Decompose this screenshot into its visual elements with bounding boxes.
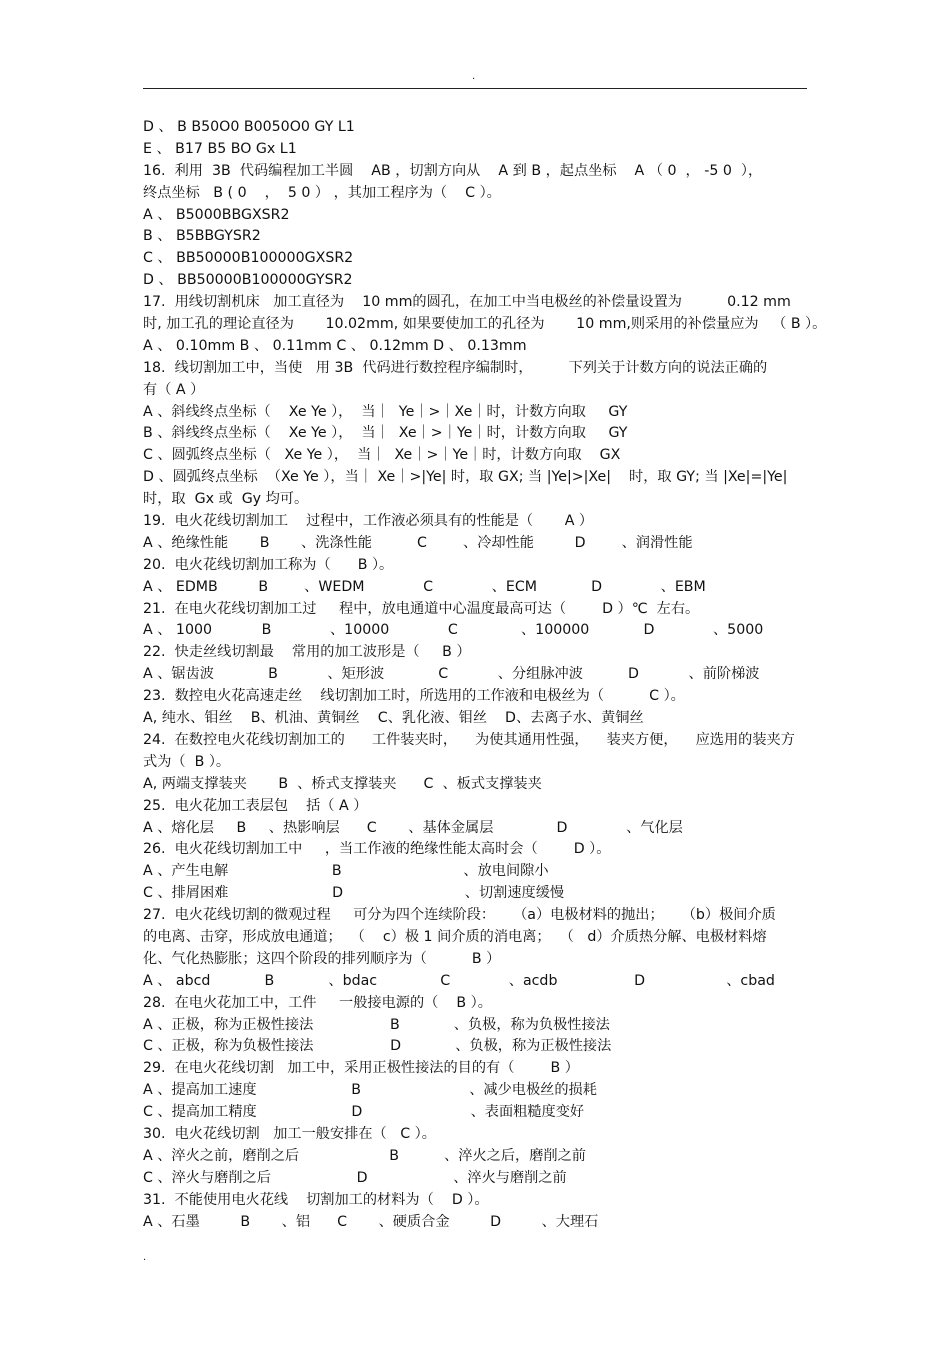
text-line: C 、 BB50000B100000GXSR2 <box>143 250 354 267</box>
text-line: 31. 不能使用电火花线 切割加工的材料为（ D ）。 <box>143 1191 489 1208</box>
text-line: 25. 电火花加工表层包 括（ A ） <box>143 797 368 814</box>
text-line: 24. 在数控电火花线切割加工的 工件装夹时， 为使其通用性强， 装夹方便， 应选用的装夹方 <box>143 731 795 748</box>
text-line: C 、淬火与磨削之后 D 、淬火与磨削之前 <box>143 1169 567 1186</box>
text-line: A 、 1000 B 、10000 C 、100000 D 、5000 <box>143 622 764 639</box>
text-line: 28. 在电火花加工中，工件 一般接电源的（ B ）。 <box>143 994 492 1011</box>
text-line: 20. 电火花线切割加工称为（ B ）。 <box>143 556 394 573</box>
text-line: 式为（ B ）。 <box>143 753 231 770</box>
header-rule <box>143 88 807 89</box>
text-line: C 、排屑困难 D 、切割速度缓慢 <box>143 885 565 902</box>
text-line: A 、正极，称为正极性接法 B 、负极，称为负极性接法 <box>143 1016 610 1033</box>
text-line: A 、提高加工速度 B 、减少电极丝的损耗 <box>143 1082 597 1099</box>
text-line: 30. 电火花线切割 加工一般安排在（ C ）。 <box>143 1125 436 1142</box>
text-line: 21. 在电火花线切割加工过 程中，放电通道中心温度最高可达（ D ）℃ 左右。 <box>143 600 700 617</box>
text-line: C 、提高加工精度 D 、表面粗糙度变好 <box>143 1104 585 1121</box>
text-line: D 、 BB50000B100000GYSR2 <box>143 272 353 289</box>
text-line: 16. 利用 3B 代码编程加工半圆 AB ，切割方向从 A 到 B ，起点坐标 A （ 0 ， -5 0 ）， <box>143 162 763 179</box>
document-body <box>143 117 827 1233</box>
text-line: E 、 B17 B5 BO Gx L1 <box>143 140 297 157</box>
text-line: A 、 0.10mm B 、 0.11mm C 、 0.12mm D 、 0.13mm <box>143 337 527 354</box>
text-line: 27. 电火花线切割的微观过程 可分为四个连续阶段： （a）电极材料的抛出； （b）极间介质 <box>143 907 776 924</box>
text-line: A 、斜线终点坐标（ Xe Ye ）， 当｜ Ye｜>｜Xe｜时，计数方向取 GY <box>143 403 628 420</box>
text-line: A 、石墨 B 、铝 C 、硬质合金 D 、大理石 <box>143 1213 599 1230</box>
text-line: D 、圆弧终点坐标 （Xe Ye ），当｜ Xe｜>|Ye| 时，取 GX; 当 |Ye|>|Xe| 时，取 GY; 当 |Xe|=|Ye| <box>143 469 788 486</box>
text-line: 18. 线切割加工中，当使 用 3B 代码进行数控程序编制时， 下列关于计数方向的说法正确的 <box>143 359 768 376</box>
text-line: B 、 B5BBGYSR2 <box>143 228 261 245</box>
text-line: A, 纯水、钼丝 B、机油、黄铜丝 C、乳化液、钼丝 D、去离子水、黄铜丝 <box>143 710 644 727</box>
text-line: 的电离、击穿，形成放电通道； （ c）极 1 间介质的消电离； （ d）介质热分解、电极材料熔 <box>143 928 767 945</box>
text-line: A 、淬火之前，磨削之后 B 、淬火之后，磨削之前 <box>143 1147 586 1164</box>
footer-mark: . <box>143 1252 147 1263</box>
text-line: 时，取 Gx 或 Gy 均可。 <box>143 491 309 508</box>
text-line: B 、斜线终点坐标（ Xe Ye ）， 当｜ Xe｜>｜Ye｜时，计数方向取 GY <box>143 425 628 442</box>
text-line: 29. 在电火花线切割 加工中，采用正极性接法的目的有（ B ） <box>143 1060 579 1077</box>
text-line: 19. 电火花线切割加工 过程中，工作液必须具有的性能是（ A ） <box>143 513 594 530</box>
text-line: C 、正极，称为负极性接法 D 、负极，称为正极性接法 <box>143 1038 612 1055</box>
header-mark: . <box>472 71 476 82</box>
text-line: 化、气化热膨胀；这四个阶段的排列顺序为（ B ） <box>143 950 501 967</box>
text-line: 23. 数控电火花高速走丝 线切割加工时，所选用的工作液和电极丝为（ C ）。 <box>143 688 685 705</box>
text-line: A 、产生电解 B 、放电间隙小 <box>143 863 549 880</box>
text-line: A 、 B5000BBGXSR2 <box>143 206 290 223</box>
text-line: A 、绝缘性能 B 、洗涤性能 C 、冷却性能 D 、润滑性能 <box>143 534 693 551</box>
text-line: D 、 B B50O0 B0050O0 GY L1 <box>143 119 355 135</box>
text-line: 时, 加工孔的理论直径为 10.02mm, 如果要使加工的孔径为 10 mm,则采用的补偿量应为 （ B ）。 <box>143 316 827 333</box>
text-line: A, 两端支撑装夹 B 、桥式支撑装夹 C 、板式支撑装夹 <box>143 775 542 792</box>
text-line: 22. 快走丝线切割最 常用的加工波形是（ B ） <box>143 644 471 661</box>
text-line: A 、 abcd B 、bdac C 、acdb D 、cbad <box>143 972 775 989</box>
text-line: 有（ A ） <box>143 381 205 398</box>
text-line: 26. 电火花线切割加工中 ，当工作液的绝缘性能太高时会（ D ）。 <box>143 841 611 858</box>
text-line: 17. 用线切割机床 加工直径为 10 mm的圆孔，在加工中当电极丝的补偿量设置为 0.12 mm <box>143 294 791 311</box>
text-line: A 、 EDMB B 、WEDM C 、ECM D 、EBM <box>143 578 706 595</box>
text-line: A 、熔化层 B 、热影响层 C 、基体金属层 D 、气化层 <box>143 819 683 836</box>
text-line: C 、圆弧终点坐标（ Xe Ye ）， 当｜ Xe｜>｜Ye｜时，计数方向取 GX <box>143 447 621 464</box>
text-line: A 、锯齿波 B 、矩形波 C 、分组脉冲波 D 、前阶梯波 <box>143 666 760 683</box>
text-line: 终点坐标 B ( 0 ， 5 0 ） ，其加工程序为（ C ）。 <box>143 184 501 201</box>
